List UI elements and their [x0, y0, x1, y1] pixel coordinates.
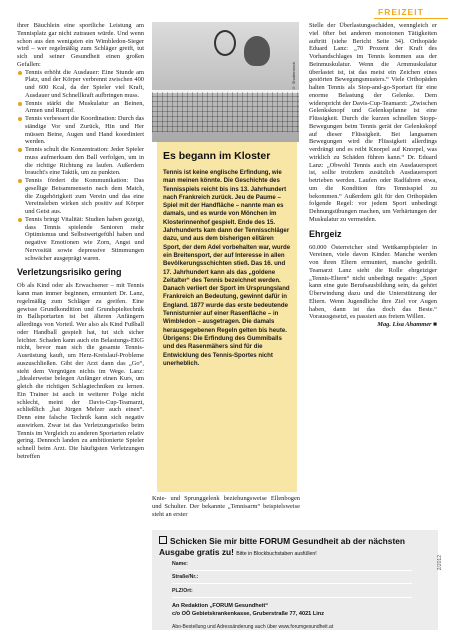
subscribe-checkbox[interactable] — [159, 536, 167, 544]
intro-paragraph: ihrer Bäuchlein eine sportliche Leistung am Tennisplatz gar nicht zutrauen würde. Und wenn schon aus den wenigsten ein Wimbledon-Sieger wird – wer regelmäßig zum Schläger greift, tut sich und seiner Gesundheit einen großen Gefallen: — [17, 22, 144, 68]
name-field[interactable] — [172, 570, 412, 571]
photo-credit: © Shutterstock — [291, 62, 296, 91]
history-infobox — [157, 142, 297, 492]
tennis-net — [152, 92, 299, 132]
section-rule — [374, 18, 448, 19]
article-column-middle — [152, 495, 300, 518]
benefit-item: Tennis verbessert die Koordination: Durch das ständige Vor und Zurück, Hin und Her müssen Beine, Augen und Hand koordiniert werden. — [17, 115, 144, 146]
section-header — [374, 6, 448, 18]
injury-paragraph: Ob als Kind oder als Erwachsener – mit Tennis kann man immer beginnen, ermuntert Dr. Lanz, regelmäßig zum Schläger zu greifen. Eine gewisse Grundkondition und Grundspieltechnik in Ballsportarten ist bei älteren Anfängern allerdings von Vorteil. Wer also als Kind Fußball oder Handball gespielt hat, tut sich sicher leichter. Schaden kann auch ein Belastungs-EKG nicht, bevor man sich die gesamte Tennis-Ausrüstung kauft, um Herz-Kreislauf-Probleme auszuschließen. Gibt der Arzt dann das „Go“, steht dem Vergnügen nichts im Wege. Lanz: „Idealerweise belegen Anfänger einen Kurs, um gleich die richtigen Schlagtechniken zu lernen. Ein Trainer ist auch in weiterer Folge nicht schlecht, meint der Davis-Cup-Teamarzt, schließlich „hat Jürgen Melzer auch einen“. Denn eine falsche Technik kann sich negativ auswirken. Zwar ist das Verletzungsrisiko beim Tennis im Vergleich zu anderen Sportarten relativ gering. Dennoch landen zu ambitionierte Spieler schnell beim Arzt. Die häufigsten Verletzungen betreffen — [17, 282, 144, 460]
address-line: An Redaktion „FORUM Gesundheit“ — [172, 603, 269, 609]
benefit-item: Tennis erhöht die Ausdauer: Eine Stunde am Platz, und der Körper verbrennt zwischen 400 und 600 Kcal, da der Spieler viel Kraft, Ausdauer und Schnellkraft aufbringen muss. — [17, 69, 144, 100]
benefit-item: Tennis fördert die Kommunikation: Das gesellige Beisammensein nach dem Match, die Zugehörigkeit zum Verein und das eine Vereinsleben wirken sich positiv auf Körper und Geist aus. — [17, 177, 144, 216]
benefits-list — [17, 69, 144, 263]
address-line: c/o OÖ Gebietskrankenkasse, Gruberstraße 77, 4021 Linz — [172, 610, 325, 617]
subheading-ambition: Ehrgeiz — [309, 228, 342, 239]
section-label: FREIZEIT — [378, 7, 424, 17]
coupon-footer: Abo-Bestellung und Adressänderung auch über www.forumgesundheit.at — [172, 624, 334, 630]
coupon-heading-text: Schicken Sie mir bitte FORUM Gesundheit ab der nächsten Ausgabe gratis zu! — [159, 536, 406, 557]
article-column-right — [309, 22, 437, 329]
player-shape — [244, 36, 270, 66]
coupon-address — [172, 603, 324, 618]
infobox-text: Tennis ist keine englische Erfindung, wie man meinen könnte. Die Geschichte des Tennisspiels reicht bis ins 13. Jahrhundert nach Frankreich zurück. Jeu de Paume – Spiel mit der Handfläche – nannte man es damals, und es wurde von Mönchen im Klosterinnenhof gespielt. Ende des 15. Jahrhunderts kam dann der Tennisschläger dazu, und aus dem bisherigen elitären Sport, der dem Adel vorbehalten war, wurde ein Breitensport, der auf Interesse in allen Bevölkerungsschichten stieß. Das 16. und 17. Jahrhundert kann als das „goldene Zeitalter“ des Tennis bezeichnet werden. Danach verliert der Sport im Ursprungsland Frankreich an Bedeutung, gewinnt dafür in England. 1877 wurde das erste bedeutende Tennisturnier auf einer Rasenfläche – in Wimbledon – ausgetragen. Die damals herausgegebenen Regeln gelten bis heute. Übrigens: Die Erfindung des Gummiballs und des Rasenmähers sind für die Entwicklung des Tennis-Sportes nicht unerheblich. — [163, 169, 291, 367]
article-column-left — [17, 22, 144, 461]
coupon-heading — [159, 536, 421, 559]
racket-shape — [214, 30, 236, 56]
subscription-coupon — [152, 530, 438, 630]
middle-paragraph: Knie- und Sprunggelenk beziehungsweise Ellenbogen und Schulter. Der bekannte „Tennisarm“ beispielsweise steht an erster — [152, 495, 300, 518]
right-paragraph: Stelle der Überlastungsschäden, wenngleich er viel öfter bei anderen monotonen Tätigkeiten auftritt (siehe Bericht Seite 34). Orthopäde Eduard Lanz: „70 Prozent der Kraft des Vorhandschlages im Tennis kommen aus der Beinmuskulatur. Wenn die Armmuskulatur überlastet ist, ist das meist ein Zeichen eines gestörten Bewegungsmusters.“ Viele Orthopäden halten Tennis als Stop-and-go-Sportart für eine enorme Belastung der Gelenke. Dem widerspricht der Davis-Cup-Teamarzt: „Zwischen Gelenksknopf und Gelenkspfanne ist eine Flüssigkeit. Durch die kurzen schnellen Stopp-Bewegungen beim Tennis gerät der Gelenkskopf auf dieser Flüssigkeit. Bei langsamen Bewegungen wird die Flüssigkeit allerdings verdrängt und es reibt Knorpel auf Knorpel, was wirklich zu Schäden führen kann.“ Dr. Eduard Lanz: „Obwohl Tennis auch ein Ausdauersport ist, sollte trotzdem zusätzlich Ausdauersport betrieben werden. Laufen oder Radfahren etwa, um die Kondition fürs Tennisspiel zu bekommen.“ Außerdem gilt für den Orthopäden folgende Regel: vor jedem Sport unbedingt Dehnungsübungen machen, um Verhärtungen der Muskulatur zu vermeiden. — [309, 22, 437, 223]
ambition-paragraph: 60.000 Österreicher sind Wettkampfspieler in Vereinen, viele davon Kinder. Manche werden von ihren Eltern ermuntert, manche gedrillt. Teamarzt Lanz sieht die Rolle ehrgeiziger „Tennis-Eltern“ nicht unbedingt negativ: „Sport kann eine gute Berufsausbildung sein, da gehört Überwindung dazu und die Unterstützung der Eltern. Wenn Jugendliche ihre Ziel vor Augen haben, dann ist das doch das Beste.“ Voraussgesetzt, es passiert aus freiem Willen. — [309, 243, 437, 321]
street-field[interactable] — [172, 583, 412, 584]
subheading-injury-risk: Verletzungsrisiko gering — [17, 267, 122, 278]
tennis-photo — [152, 22, 299, 142]
city-field[interactable] — [172, 597, 412, 598]
coupon-hint: Bitte in Blockbuchstaben ausfüllen! — [236, 550, 317, 557]
benefit-item: Tennis schult die Konzentration: Jeder Spieler muss aufmerksam den Ball verfolgen, um in die richtige Richtung zu laufen. Außerdem braucht's eine Taktik, um zu punkten. — [17, 146, 144, 177]
author-signature: Mag. Lisa Ahammer ■ — [377, 321, 437, 328]
benefit-item: Tennis stärkt die Muskulatur an Beinen, Armen und Rumpf. — [17, 100, 144, 116]
infobox-title: Es begann im Kloster — [163, 150, 271, 162]
benefit-item: Tennis bringt Vitalität: Studien haben gezeigt, dass Tennis spielende Senioren mehr Optimismus und Selbstwertgefühl haben und negative Emotionen wie Zorn, Angst und Nervosität sowie depressive Stimmungen schwächer ausgeprägt waren. — [17, 216, 144, 263]
issue-number: 2/2012 — [437, 555, 443, 571]
street-field-label: Straße/Nr.: — [172, 574, 199, 580]
city-field-label: PLZ/Ort: — [172, 588, 193, 594]
name-field-label: Name: — [172, 561, 188, 567]
